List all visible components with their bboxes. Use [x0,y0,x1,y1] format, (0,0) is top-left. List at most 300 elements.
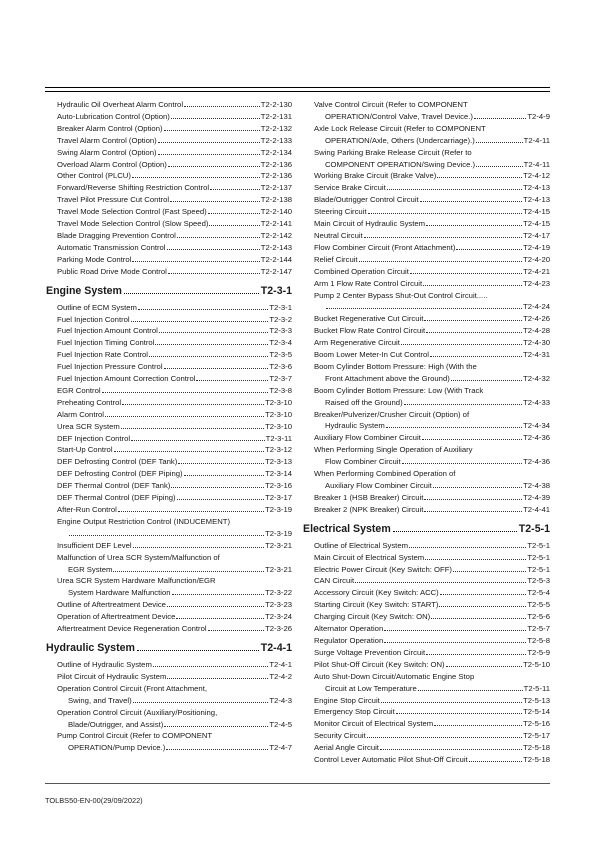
toc-entry [46,314,292,326]
dot-leader [167,249,260,250]
toc-page-number: T2-3-6 [269,362,292,372]
toc-entry-title: Boom Lower Meter-In Cut Control [314,350,429,360]
toc-entry [303,540,550,552]
toc-entry-title: Fuel Injection Amount Control [57,326,158,336]
toc-page-number: T2-5-1 [527,564,550,574]
dot-leader [426,225,522,226]
dot-leader [402,463,522,464]
toc-entry-continuation [314,159,550,171]
toc-entry-title: Hydraulic Oil Overheat Alarm Control [57,100,184,109]
toc-entry-title: Auto Shut-Down Circuit/Automatic Engine Stop [314,671,475,681]
dot-leader [177,499,264,500]
toc-entry [46,397,292,409]
toc-entry-title: COMPONENT OPERATION/Swing Device.) [325,159,476,169]
toc-entry-line [314,230,550,242]
dot-leader [440,594,527,595]
section-page-number: T2-4-1 [260,641,292,654]
toc-entry-title: Raised off the Ground) [325,397,403,407]
toc-entry [46,730,292,754]
toc-entry-line [57,266,292,278]
toc-page-number: T2-2-136 [260,159,292,169]
toc-entry-line [314,730,550,742]
dot-leader [420,201,522,202]
toc-entry [303,635,550,647]
toc-entry-title: Flow Combiner Circuit (Front Attachment) [314,242,456,252]
toc-entry-line [57,314,292,326]
toc-entry [46,385,292,397]
header-rule-thin [45,91,550,92]
toc-entry [303,599,550,611]
dot-leader [384,630,526,631]
toc-entry-title: Accessory Circuit (Key Switch: ACC) [314,588,439,598]
dot-leader [425,559,526,560]
toc-entry-line [57,623,292,635]
toc-entry-line [314,385,550,397]
toc-entry-line [314,99,550,111]
toc-entry-title: Surge Voltage Prevention Circuit [314,647,426,657]
toc-entry-line [57,182,292,194]
toc-entry-title: Overload Alarm Control (Option) [57,159,167,169]
toc-entry-title: Pump Control Circuit (Refer to COMPONENT [57,731,213,741]
dot-leader [155,344,268,345]
toc-entry-title: Breaker Alarm Control (Option) [57,123,163,133]
dot-leader [424,511,522,512]
section-title: Engine System [46,284,122,297]
toc-entry [303,564,550,576]
toc-entry-line [314,194,550,206]
toc-page-number: T2-3-23 [265,600,292,610]
dot-leader [476,142,523,143]
toc-entry-line [57,123,292,135]
toc-entry-continuation [57,564,292,576]
toc-entry-title: Breaker 1 (HSB Breaker) Circuit [314,492,424,502]
toc-entry-title: Emergency Stop Circuit [314,707,395,717]
toc-entry [46,170,292,182]
toc-entry-line [314,540,550,552]
toc-page-number: T2-5-14 [523,707,550,717]
toc-entry-title: Hydraulic System [325,421,385,431]
toc-entry-title: Insufficient DEF Level [57,540,132,550]
toc-entry [46,480,292,492]
toc-page-number: T2-4-9 [527,111,550,121]
toc-page-number: T2-2-144 [260,254,292,264]
toc-entry [46,242,292,254]
toc-entry [46,516,292,540]
toc-entry-title: Pump 2 Center Bypass Shut-Out Control Circuit..... [314,290,488,300]
toc-entry [46,147,292,159]
toc-entry [46,599,292,611]
toc-page-number: T2-5-4 [527,588,550,598]
toc-page-number: T2-4-36 [523,457,550,467]
dot-leader [401,344,522,345]
toc-entry-title: Blade/Outrigger, and Assist) [68,719,164,729]
toc-entry [46,540,292,552]
toc-entry-line [57,337,292,349]
toc-entry [46,623,292,635]
toc-entry-line [57,159,292,171]
toc-entry-title: Travel Alarm Control (Option) [57,135,157,145]
toc-entry-title: Fuel Injection Control [57,314,130,324]
toc-entry-title: DEF Injection Control [57,433,131,443]
toc-entry [303,182,550,194]
toc-entry-line [314,635,550,647]
dot-leader [133,547,264,548]
dot-leader [168,166,260,167]
toc-entry-line [314,742,550,754]
toc-page-number: T2-4-5 [269,719,292,729]
toc-page-number: T2-2-133 [260,135,292,145]
toc-entry-line [314,623,550,635]
dot-leader [422,439,522,440]
toc-entry-title: Electric Power Circuit (Key Switch: OFF) [314,564,452,574]
toc-entry-line [314,552,550,564]
dot-leader [423,285,522,286]
toc-entry-title: Engine Output Restriction Control (INDUCEMENT) [57,516,231,526]
toc-entry [303,706,550,718]
toc-entry [46,182,292,194]
toc-entry-line [57,206,292,218]
dot-leader [424,320,522,321]
toc-page-number: T2-5-9 [527,647,550,657]
toc-entry-title: Front Attachment above the Ground) [325,373,450,383]
toc-entry-line [57,397,292,409]
toc-entry-line [57,480,292,492]
toc-entry [46,230,292,242]
toc-entry [46,337,292,349]
toc-entry [303,206,550,218]
dot-leader [166,749,268,750]
toc-entry-continuation [314,456,550,468]
toc-entry-line [314,206,550,218]
toc-entry [46,575,292,599]
toc-entry [46,159,292,171]
dot-leader [418,690,523,691]
toc-entry-title: Automatic Transmission Control [57,242,166,252]
toc-entry-title: EGR Control [57,385,101,395]
toc-entry [303,218,550,230]
toc-page-number: T2-5-17 [523,731,550,741]
dot-leader [433,487,522,488]
toc-entry-line [57,421,292,433]
dot-leader [176,618,264,619]
toc-entry [46,99,292,111]
toc-entry-continuation [314,373,550,385]
dot-leader [113,571,264,572]
toc-page-number: T2-3-19 [265,528,292,538]
toc-page-number: T2-5-11 [523,683,550,693]
toc-entry-title: Preheating Control [57,397,122,407]
dot-leader [424,499,522,500]
toc-entry-title: CAN Circuit [314,576,355,586]
toc-entry-title: Travel Mode Selection Control (Slow Speed) [57,219,209,229]
toc-entry-title: Blade/Outrigger Control Circuit [314,195,419,205]
toc-entry-line [314,290,550,302]
dot-leader [474,118,526,119]
toc-entry-line [57,302,292,314]
toc-entry-line [57,361,292,373]
toc-entry [46,302,292,314]
toc-entry-line [57,170,292,182]
toc-entry [303,266,550,278]
section-heading [46,285,292,297]
toc-page-number: T2-3-13 [265,457,292,467]
toc-entry [303,325,550,337]
dot-leader [367,737,522,738]
section-page-number: T2-5-1 [518,522,550,535]
header-rule-thick [45,87,550,88]
toc-entry-line [314,504,550,516]
toc-entry-title: Start-Up Control [57,445,113,455]
toc-entry-line [314,182,550,194]
dot-leader [105,416,264,417]
toc-page-number: T2-2-137 [260,183,292,193]
toc-page-number: T2-4-30 [523,338,550,348]
toc-entry [303,313,550,325]
toc-entry [46,456,292,468]
dot-leader [102,392,269,393]
toc-page-number: T2-4-36 [523,433,550,443]
toc-entry-line [57,325,292,337]
toc-page-number: T2-2-143 [260,242,292,252]
toc-entry-title: Charging Circuit (Key Switch: ON) [314,612,431,622]
toc-left-column [46,99,292,754]
dot-leader [131,440,265,441]
toc-entry [46,325,292,337]
toc-entry [303,611,550,623]
toc-entry-title: Public Road Drive Mode Control [57,266,167,276]
toc-entry-line [314,278,550,290]
toc-entry [46,552,292,576]
toc-entry-line [314,659,550,671]
toc-entry-line [57,433,292,445]
toc-entry [46,707,292,731]
dot-leader [177,237,260,238]
toc-page-number: T2-4-38 [523,481,550,490]
toc-page-number: T2-5-16 [523,719,550,729]
toc-entry [46,349,292,361]
toc-entry-title: Fuel Injection Rate Control [57,350,149,360]
toc-entry-title: Bucket Regenerative Cut Circuit [314,314,424,324]
toc-page-number: T2-4-21 [523,266,550,276]
toc-page-number: T2-3-14 [265,469,292,479]
dot-leader [196,380,268,381]
toc-entry [303,587,550,599]
toc-entry-title: DEF Defrosting Control (DEF Tank) [57,457,178,467]
toc-entry-continuation [314,301,550,313]
toc-page-number: T2-2-130 [260,100,292,109]
dot-leader [410,273,522,274]
dot-leader [171,487,264,488]
toc-entry-title: Alarm Control [57,409,104,419]
toc-entry [303,504,550,516]
toc-page-number: T2-4-15 [523,207,550,217]
toc-page-number: T2-3-12 [265,445,292,455]
dot-leader [431,618,526,619]
toc-entry [303,730,550,742]
toc-entry [46,218,292,230]
section-title: Electrical System [303,522,391,535]
toc-entry [303,444,550,468]
toc-entry [303,671,550,695]
toc-entry [303,147,550,171]
toc-entry-line [314,432,550,444]
toc-page-number: T2-5-18 [523,755,550,765]
toc-page-number: T2-4-3 [269,695,292,705]
toc-entry-title: DEF Thermal Control (DEF Piping) [57,493,176,503]
toc-entry-title: After-Run Control [57,505,117,514]
toc-entry [46,111,292,123]
toc-entry-title: Pilot Circuit of Hydraulic System [57,671,167,681]
toc-entry [46,504,292,516]
toc-entry-line [57,218,292,230]
toc-entry-line [314,170,550,182]
toc-page-number: T2-4-17 [523,230,550,240]
toc-page-number: T2-3-4 [269,338,292,348]
toc-entry-continuation [57,587,292,599]
toc-entry-title: DEF Defrosting Control (DEF Piping) [57,469,183,479]
toc-entry-line [314,349,550,361]
toc-entry-title: Security Circuit [314,731,366,741]
toc-entry-title: When Performing Combined Operation of [314,469,456,479]
dot-leader [132,261,259,262]
dot-leader [380,749,522,750]
toc-entry-line [57,611,292,623]
toc-entry-title: Regulator Operation [314,635,384,645]
toc-page-number: T2-4-15 [523,219,550,229]
toc-entry-line [314,242,550,254]
toc-entry [46,206,292,218]
dot-leader [426,654,526,655]
dot-leader [158,142,260,143]
toc-entry-title: Fuel Injection Pressure Control [57,362,163,372]
section-title: Hydraulic System [46,641,135,654]
dot-leader [359,261,523,262]
toc-entry-continuation [57,528,292,540]
toc-entry [303,230,550,242]
dot-leader [168,273,260,274]
toc-entry [303,742,550,754]
toc-entry-line [314,254,550,266]
section-heading [303,523,550,535]
toc-entry-line [314,468,550,480]
toc-entry-line [57,575,292,587]
dot-leader [439,606,526,607]
toc-entry-title: EGR System [68,564,113,574]
dot-leader [404,404,522,405]
toc-page-number: T2-3-7 [269,374,292,384]
toc-page-number: T2-4-34 [523,421,550,431]
toc-entry-title: Aftertreatment Device Regeneration Control [57,624,207,634]
dot-leader [137,650,259,651]
dot-leader [208,630,265,631]
dot-leader [434,725,522,726]
toc-page-number: T2-5-10 [523,659,550,669]
toc-page-number: T2-5-5 [527,600,550,610]
dot-leader [164,368,269,369]
toc-entry-title: Parking Mode Control [57,254,132,264]
toc-entry-title: Engine Stop Circuit [314,695,380,705]
toc-entry-line [57,659,292,671]
toc-page-number: T2-3-3 [269,326,292,336]
toc-entry-title: Working Brake Circuit (Brake Valve) [314,171,437,181]
toc-page-number: T2-3-21 [265,564,292,574]
toc-entry-title: Auxiliary Flow Combiner Circuit [314,433,421,443]
toc-entry-line [314,218,550,230]
toc-entry-title: Boom Cylinder Bottom Pressure: High (With the [314,361,477,371]
toc-entry-line [57,349,292,361]
toc-entry [303,432,550,444]
toc-entry-title: Service Brake Circuit [314,183,386,193]
toc-entry [303,361,550,385]
dot-leader [184,106,260,107]
toc-entry-title: Alternator Operation [314,624,384,634]
toc-entry [303,659,550,671]
dot-leader [437,177,522,178]
toc-entry-continuation [314,111,550,123]
dot-leader [138,309,268,310]
toc-page-number: T2-4-19 [523,242,550,252]
dot-leader [409,547,526,548]
toc-entry [303,170,550,182]
toc-entry-line [57,456,292,468]
toc-page-number: T2-5-1 [527,552,550,562]
toc-entry-continuation [314,480,550,492]
toc-entry-title: OPERATION/Control Valve, Travel Device.) [325,111,473,121]
toc-page-number: T2-5-3 [527,576,550,586]
toc-entry-title: Aerial Angle Circuit [314,743,379,753]
toc-entry-line [57,444,292,456]
toc-entry [303,194,550,206]
toc-entry-line [314,647,550,659]
section-page-number: T2-3-1 [260,284,292,297]
dot-leader [118,511,264,512]
toc-page-number: T2-3-21 [265,540,292,550]
dot-leader [159,332,268,333]
toc-entry [303,123,550,147]
toc-entry-title: Travel Mode Selection Control (Fast Speed) [57,207,207,217]
toc-page-number: T2-4-41 [523,504,550,514]
toc-entry [303,575,550,587]
toc-page-number: T2-3-8 [269,385,292,395]
dot-leader [122,404,264,405]
toc-entry-line [57,254,292,266]
toc-entry-continuation [57,695,292,707]
toc-entry-line [314,575,550,587]
toc-entry [46,361,292,373]
toc-page-number: T2-4-12 [523,171,550,181]
dot-leader [184,475,264,476]
toc-entry-continuation [314,683,550,695]
toc-entry [303,349,550,361]
toc-page-number: T2-4-11 [523,135,550,145]
toc-page-number: T2-4-39 [523,492,550,502]
toc-entry-line [57,385,292,397]
toc-entry-line [314,611,550,623]
toc-page-number: T2-2-142 [260,230,292,240]
toc-entry [46,194,292,206]
dot-leader [158,154,260,155]
toc-entry [46,611,292,623]
toc-entry-title: Circuit at Low Temperature [325,683,417,693]
toc-page-number: T2-4-28 [523,326,550,336]
dot-leader [121,428,264,429]
dot-leader [210,189,260,190]
toc-page-number: T2-2-132 [260,123,292,133]
toc-entry-continuation [314,420,550,432]
toc-entry [303,337,550,349]
toc-entry [46,123,292,135]
toc-entry-line [314,695,550,707]
